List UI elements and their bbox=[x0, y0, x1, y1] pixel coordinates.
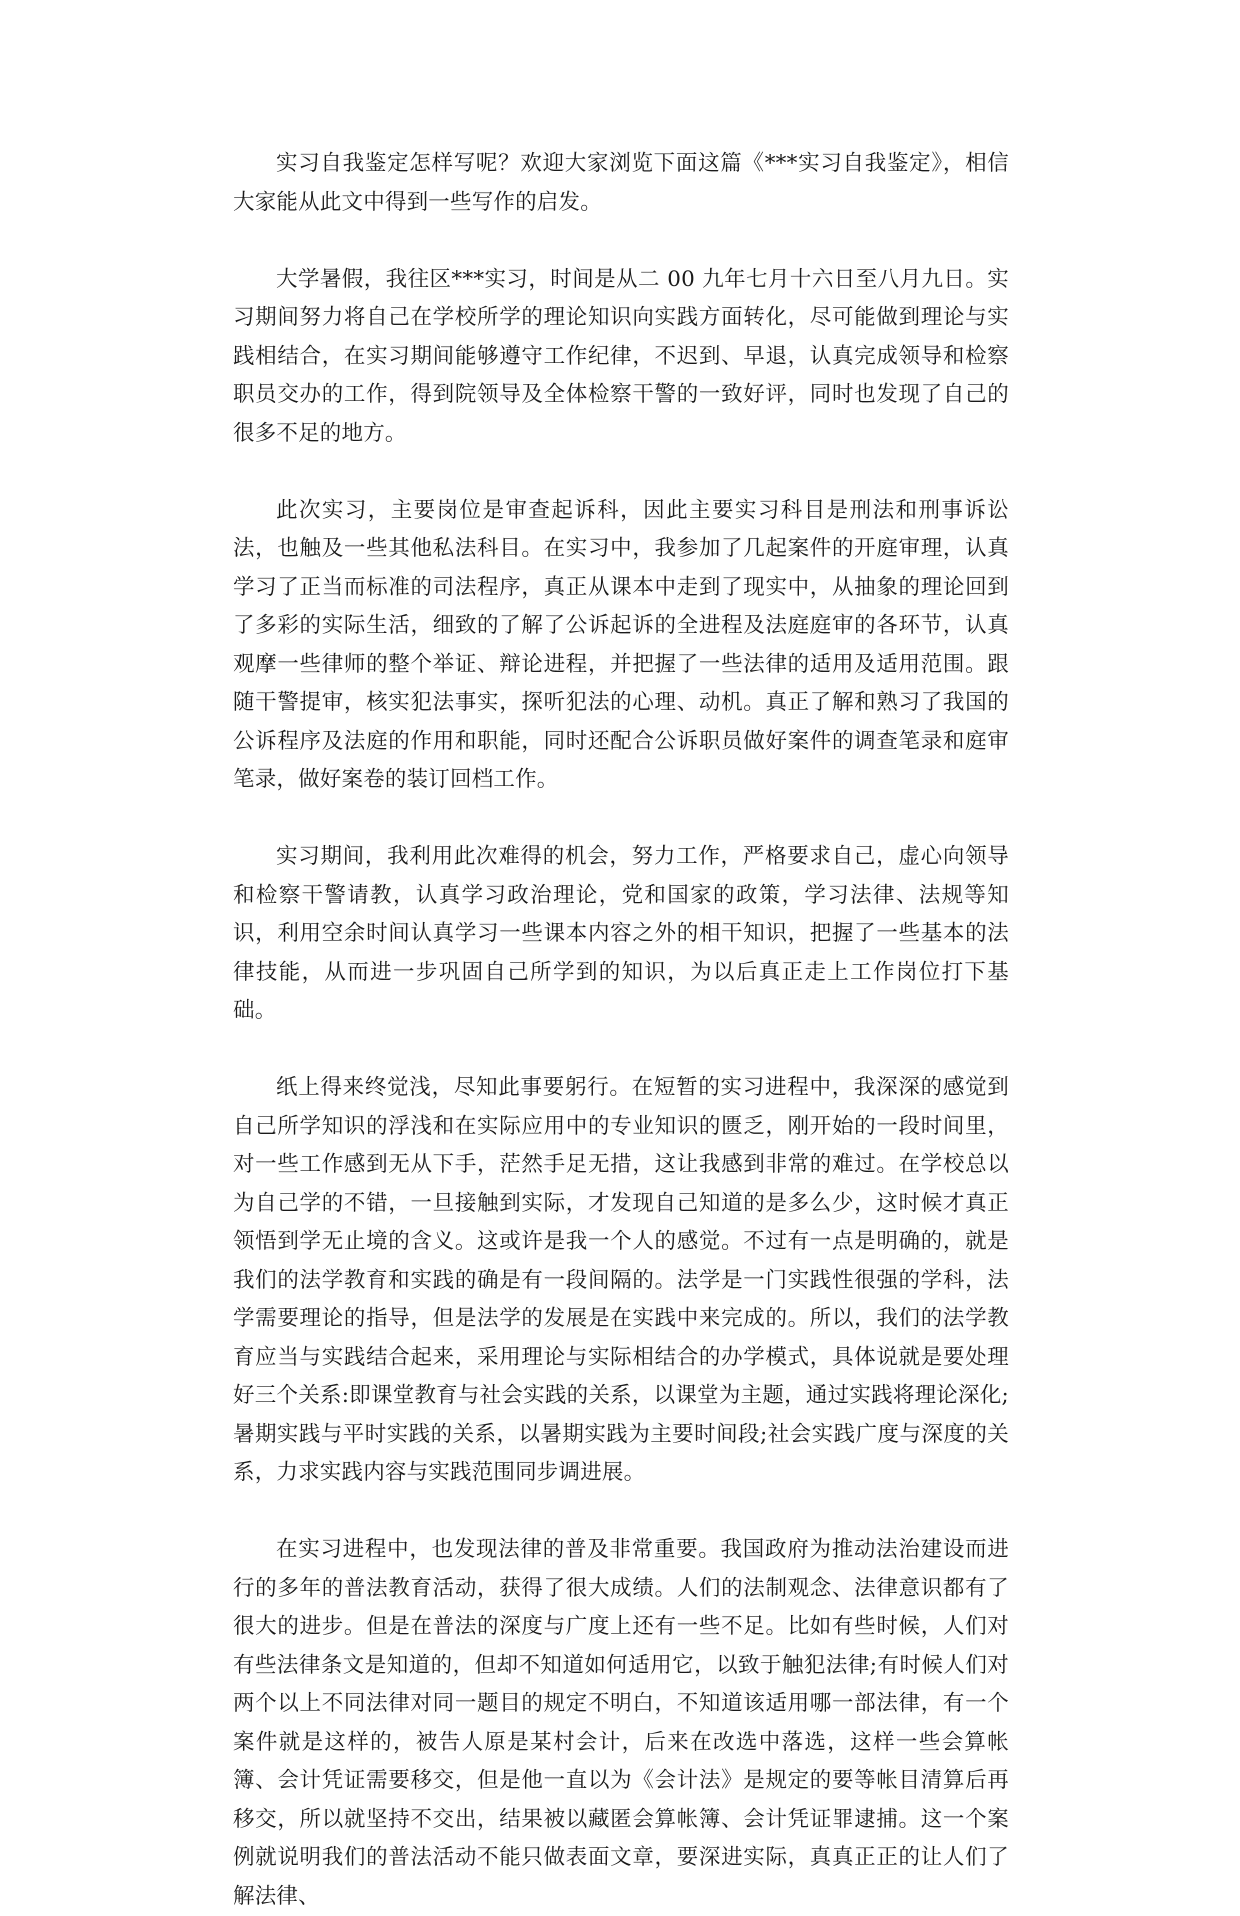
paragraph-law-popularization: 在实习进程中，也发现法律的普及非常重要。我国政府为推动法治建设而进行的多年的普法教育活动，获得了很大成绩。人们的法制观念、法律意识都有了很大的进步。但是在普法的深度与广度上还有一些不足。比如有些时候，人们对有些法律条文是知道的，但却不知道如何适用它，以致于触犯法律;有时候人们对两个以上不同法律对同一题目的规定不明白，不知道该适用哪一部法律，有一个案件就是这样的，被告人原是某村会计，后来在改选中落选，这样一些会算帐簿、会计凭证需要移交，但是他一直以为《会计法》是规定的要等帐目清算后再移交，所以就坚持不交出，结果被以藏匿会算帐簿、会计凭证罪逮捕。这一个案例就说明我们的普法活动不能只做表面文章，要深进实际，真真正正的让人们了解法律、 bbox=[233, 1537, 1009, 1909]
paragraph-intro: 实习自我鉴定怎样写呢？欢迎大家浏览下面这篇《***实习自我鉴定》，相信大家能从此文中得到一些写作的启发。 bbox=[233, 151, 1009, 215]
paragraph-study-during-internship: 实习期间，我利用此次难得的机会，努力工作，严格要求自己，虚心向领导和检察干警请教，认真学习政治理论，党和国家的政策，学习法律、法规等知识，利用空余时间认真学习一些课本内容之外的相干知识，把握了一些基本的法律技能，从而进一步巩固自己所学到的知识，为以后真正走上工作岗位打下基础。 bbox=[233, 844, 1009, 1023]
paragraph-internship-period: 大学暑假，我往区***实习，时间是从二 00 九年七月十六日至八月九日。实习期间努力将自己在学校所学的理论知识向实践方面转化，尽可能做到理论与实践相结合，在实习期间能够遵守工作纪律，不迟到、早退，认真完成领导和检察职员交办的工作，得到院领导及全体检察干警的一致好评，同时也发现了自己的很多不足的地方。 bbox=[233, 266, 1009, 446]
document-body bbox=[233, 145, 1009, 1916]
paragraph-internship-position: 此次实习，主要岗位是审查起诉科，因此主要实习科目是刑法和刑事诉讼法，也触及一些其他私法科目。在实习中，我参加了几起案件的开庭审理，认真学习了正当而标准的司法程序，真正从课本中走到了现实中，从抽象的理论回到了多彩的实际生活，细致的了解了公诉起诉的全进程及法庭庭审的各环节，认真观摩一些律师的整个举证、辩论进程，并把握了一些法律的适用及适用范围。跟随干警提审，核实犯法事实，探听犯法的心理、动机。真正了解和熟习了我国的公诉程序及法庭的作用和职能，同时还配合公诉职员做好案件的调查笔录和庭审笔录，做好案卷的装订回档工作。 bbox=[233, 497, 1009, 792]
paragraph-reflection-practice: 纸上得来终觉浅，尽知此事要躬行。在短暂的实习进程中，我深深的感觉到自己所学知识的浮浅和在实际应用中的专业知识的匮乏，刚开始的一段时间里，对一些工作感到无从下手，茫然手足无措，这让我感到非常的难过。在学校总以为自己学的不错，一旦接触到实际，才发现自己知道的是多么少，这时候才真正领悟到学无止境的含义。这或许是我一个人的感觉。不过有一点是明确的，就是我们的法学教育和实践的确是有一段间隔的。法学是一门实践性很强的学科，法学需要理论的指导，但是法学的发展是在实践中来完成的。所以，我们的法学教育应当与实践结合起来，采用理论与实际相结合的办学模式，具体说就是要处理好三个关系:即课堂教育与社会实践的关系，以课堂为主题，通过实践将理论深化;暑期实践与平时实践的关系，以暑期实践为主要时间段;社会实践广度与深度的关系，力求实践内容与实践范围同步调进展。 bbox=[233, 1075, 1009, 1485]
